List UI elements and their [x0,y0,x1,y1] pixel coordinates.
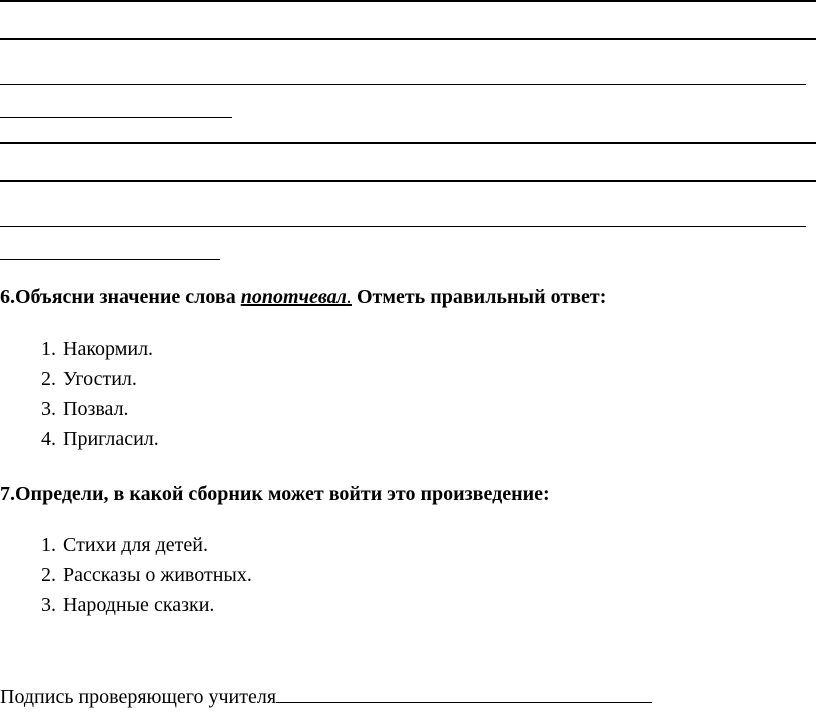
question-6-options [0,334,159,454]
question-6-heading [0,286,606,309]
option-text: Рассказы о животных. [63,564,252,586]
option-number: 2. [41,368,56,390]
answer-line-3[interactable] [0,84,806,85]
option-text: Угостил. [63,368,137,390]
question-6-dot: . [346,286,352,308]
signature-row [0,680,652,709]
question-6-suffix: Отметь правильный ответ: [351,286,607,308]
answer-line-8[interactable] [0,259,220,260]
list-item[interactable] [0,590,252,620]
option-number: 3. [41,398,56,420]
answer-line-2[interactable] [0,38,816,40]
option-text: Народные сказки. [63,594,215,616]
answer-line-1[interactable] [0,0,816,2]
option-text: Пригласил. [63,428,159,450]
answer-line-6[interactable] [0,180,816,182]
option-number: 3. [41,594,56,616]
question-6-target-word: попотчевал [240,286,347,308]
answer-line-4[interactable] [0,117,232,118]
option-text: Позвал. [63,398,129,420]
question-6-prefix: 6.Объясни значение слова [0,286,241,308]
question-7-heading: 7.Определи, в какой сборник может войти это произведение: [0,483,550,505]
option-text: Стихи для детей. [63,534,208,556]
option-number: 1. [41,338,56,360]
list-item[interactable] [0,364,159,394]
list-item[interactable] [0,334,159,364]
signature-line[interactable] [276,680,652,703]
question-7-options [0,530,252,620]
answer-line-5[interactable] [0,142,816,144]
list-item[interactable] [0,424,159,454]
option-number: 4. [41,428,56,450]
answer-line-7[interactable] [0,226,806,227]
list-item[interactable] [0,530,252,560]
option-text: Накормил. [63,338,154,360]
list-item[interactable] [0,394,159,424]
option-number: 2. [41,564,56,586]
list-item[interactable] [0,560,252,590]
option-number: 1. [41,534,56,556]
signature-label: Подпись проверяющего учителя [0,686,277,708]
